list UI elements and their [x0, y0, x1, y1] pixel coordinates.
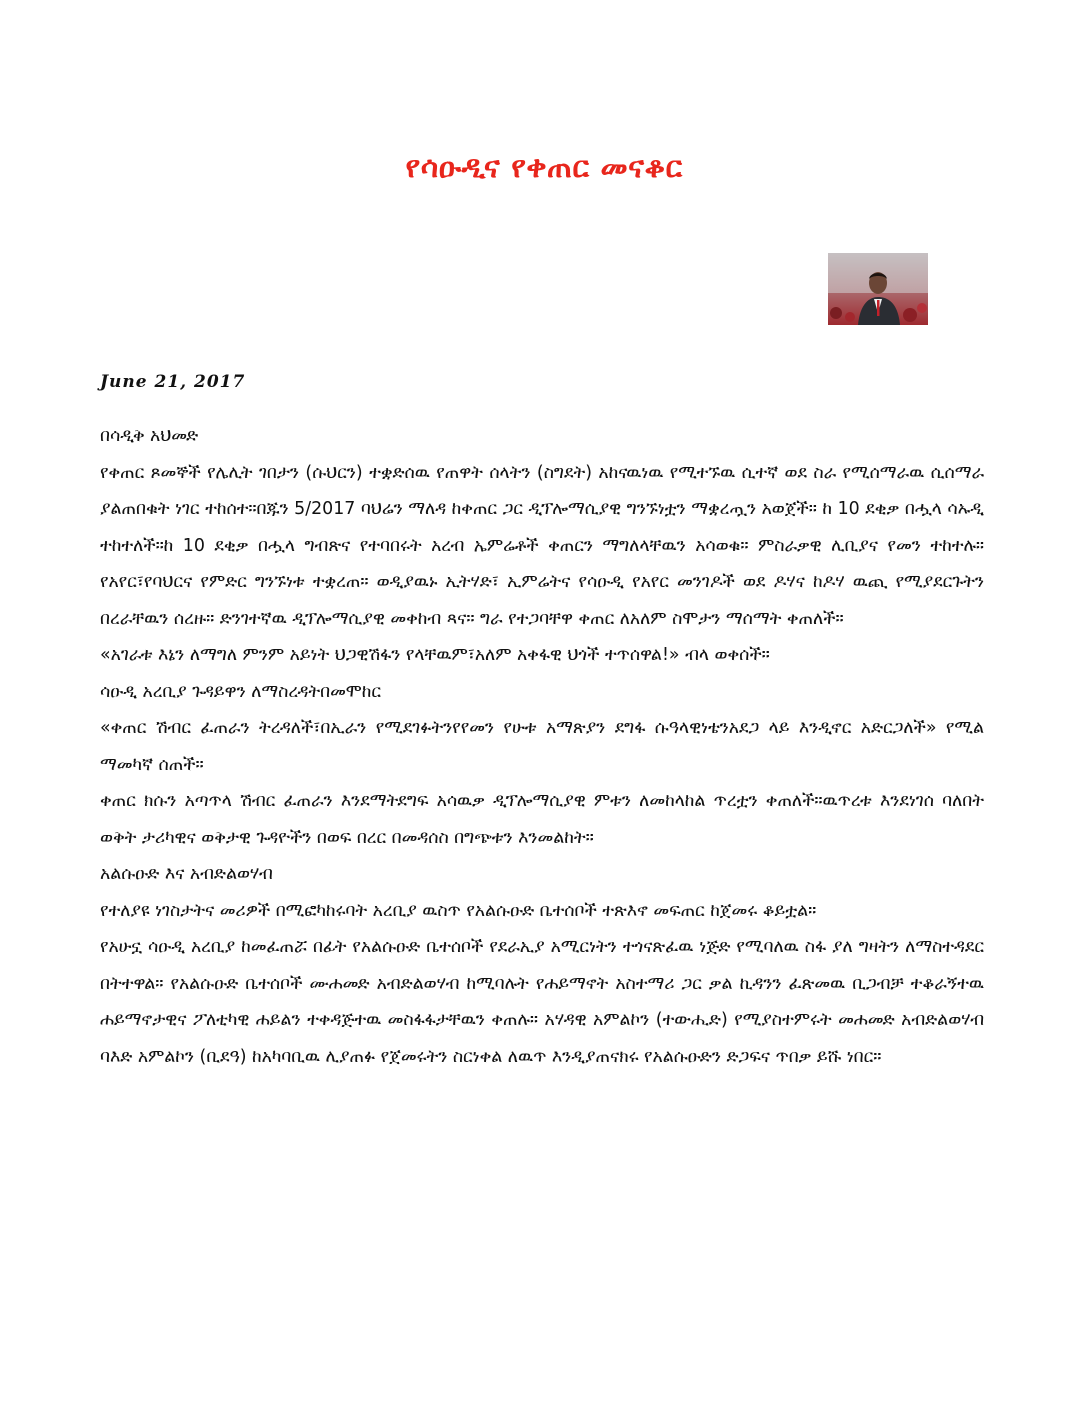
- paragraph: የተለያዩ ነገስታትና መሪዎች በሚፎካከሩባት አረቢያ ዉስጥ የአልሱዑድ ቤተሰቦች ተጽእኖ መፍጠር ከጀመሩ ቆይቷል።: [100, 900, 817, 921]
- portrait-image: [828, 253, 928, 325]
- paragraph: የቀጠር ጾመኞች የሌሊት ገበታን (ሱህርን) ተቋድሰዉ የጠዋት ሰላትን (ስግደት) አከናዉነዉ የሚተኙዉ ሲተኛ ወደ ስራ የሚሰማራዉ ሲሰማራ ያልጠበቁት ነገር ተከሰተ።በጁን 5/2017 ባህሬን ማለዳ ከቀጠር ጋር ዲፕሎማሲያዊ ግንኙነቷን ማቋረጧን አወጀች። ከ 10 ደቂቃ በሗላ ሳኡዲ ተከተለች።ከ 10 ደቂቃ በሗላ ግብጽና የተባበሩት አረብ ኤምሬቶች ቀጠርን ማግለላቸዉን አሳወቁ። ምስራቃዊ ሊቢያና የመን ተከተሉ። የአየር፣የባህርና የምድር ግንኙነቱ ተቋረጠ። ወዲያዉኑ ኢትሃድ፣ ኢምሬትና የሳዑዲ የአየር መንገዶች ወደ ዶሃና ከዶሃ ዉጪ የሚያደርጉትን በረራቸዉን ሰረዙ። ድንገተኛዉ ዲፕሎማሲያዊ መቀከብ ጻና። ግራ የተጋባቸዋ ቀጠር ለአለም ስሞታን ማሰማት ቀጠለች።: [100, 462, 984, 629]
- paragraph: «አገራቱ እኔን ለማግለ ምንም አይነት ህጋዊሽፋን የላቸዉም፣አለም አቀፋዊ ህጎች ተጥሰዋል!» ብላ ወቀሰች።: [100, 645, 770, 665]
- publication-date: June 21, 2017: [100, 372, 246, 392]
- paragraph: ሳዑዲ አረቢያ ጉዳይዋን ለማስረዳትበመሞከር: [100, 681, 381, 702]
- author-byline: በሳዲቅ አህመድ: [100, 426, 199, 446]
- paragraph: የአሁኗ ሳዑዲ አረቢያ ከመፈጠሯ በፊት የአልሱዑድ ቤተሰቦች የደራኢያ አሚርነትን ተጎናጽፈዉ ነጅድ የሚባለዉ ስፋ ያለ ግዛትን ለማስተዳደር በትተዋል። የአልሱዑድ ቤተሰቦች ሙሐመድ አብድልወሃብ ከሚባሉት የሐይማኖት አስተማሪ ጋር ቃል ኪዳንን ፈጽመዉ ቢጋብቻ ተቆራኝተዉ ሐይማኖታዊና ፖለቲካዊ ሐይልን ተቀዳጅተዉ መስፋፋታቸዉን ቀጠሉ። አሃዳዊ አምልኮን (ተውሒድ) የሚያስተምሩት መሐመድ አብድልወሃብ ባእድ አምልኮን (ቢደዓ) ከአካባቢዉ ሊያጠፉ የጀመሩትን ስርነቀል ለዉጥ እንዲያጠናክሩ የአልሱዑድን ድጋፍና ጥበቃ ይሹ ነበር።: [100, 937, 984, 1067]
- article-body: [100, 418, 984, 1075]
- paragraph: ቀጠር ክሱን አጣጥላ ሽብር ፈጠራን እንደማትደግፍ አሳዉቃ ዲፕሎማሲያዊ ምቱን ለመከላከል ጥረቷን ቀጠለች።ዉጥረቱ እንደነገሰ ባለበት ወቅት ታሪካዊና ወቅታዊ ጉዳዮችን በወፍ በረር በመዳሰስ በግጭቱን እንመልከት።: [100, 791, 984, 848]
- section-heading: አልሱዑድ እና አብድልወሃብ: [100, 864, 273, 884]
- author-photo: [828, 253, 928, 325]
- document-title: የሳዑዲና የቀጠር መናቆር: [405, 150, 683, 185]
- paragraph: «ቀጠር ሽብር ፈጠራን ትረዳለች፣በኢራን የሚደገፉትንየየመን የሁቱ አማጽያን ደግፋ ሱዓላዊነቴንአደጋ ላይ እንዲኖር አድርጋለች» የሚል ማመካኛ ሰጠች።: [100, 718, 984, 775]
